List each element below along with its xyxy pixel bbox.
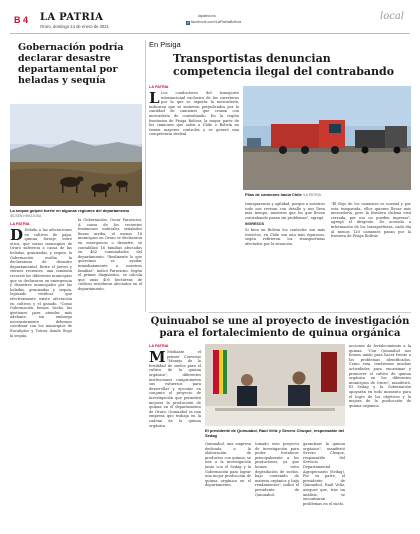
- article-transport: [149, 38, 411, 310]
- issue-date: Oruro, domingo 14 de enero de 2021: [40, 24, 109, 29]
- drop-cap: D: [10, 228, 24, 244]
- truck-red: [271, 120, 345, 154]
- drought-photo-caption: La sequía golpeó fuerte en algunas regiones del departamento /ELSEN HINOJOSA: [10, 208, 130, 218]
- website-link[interactable]: lapatria.bo: [198, 14, 216, 18]
- article-transport-kicker: LA PATRIA: [149, 85, 169, 89]
- article-quinua-body-col4: garantizar la quinua orgánica", manifestó Severo Choque, responsable del Servicio Departamental Agropecuario (Sedag). Por su parte, el presidente de Quinuabol, Raúl Veliz, aseguró que, tras un análisis, se encontraron problemas en el suelo.: [303, 442, 345, 506]
- article-quinua-body-col5: acciones de fortalecimiento a la quinua. "Con Quinuabol nos hemos unido para hacer frente a los problemas identificados. Como esta, tendremos muchas actividades para encaminar y promover el cultivo de quinua orgánica en los diferentes municipios de Oruro", manifestó. El Sedag y la Gobernación apoyarán en todo momento para el logro de los objetivos y la mejora de la producción de quinua orgánica.: [349, 344, 411, 408]
- column-divider: [145, 40, 146, 312]
- facebook-icon: f: [187, 20, 189, 25]
- social-label: facebook.com/LaPatriaBolivia: [191, 20, 242, 24]
- article-quinua-title-line1: Quinuabol se une al proyecto de investigación: [150, 316, 410, 327]
- section-name: local: [380, 11, 404, 22]
- article-quinua-body-col1: M Mediante el primer Convenio "Manejo de la fertilidad de suelos para el cultivo de la quinua orgánica", diferentes instituciones comprometen sus esfuerzos para desarrollar y ejecutar en conjunto el proyecto de investigación que permitirá mejorar la producción de quinua en el departamento de Oruro. Quinuabol es una empresa que trabaja en la cadena de la quinua orgánica.: [149, 350, 201, 428]
- trucks-photo: [243, 86, 411, 190]
- article-quinua: [149, 316, 411, 530]
- article-quinua-body-col3: tomado este proyecto de investigación para poder fortalecer principalmente a los productores, ya que hemos visto degradación de suelos, bajo contenido de materia orgánica y baja rendimientos", indicó el presidente de Quinuabol.: [255, 442, 299, 497]
- article-drought-kicker: LA PATRIA: [10, 222, 30, 226]
- article-quinua-title-line2: para el fortalecimiento de quinua orgánica: [159, 328, 401, 339]
- signing-photo: [205, 344, 345, 426]
- article-drought: [10, 38, 142, 398]
- article-quinua-body-col2: Quinuabol, una empresa dedicada a la elaboración de productos con quinua, se une a la investigación junto con el Sedag y la Gobernación para lograr una mejor producción de quinua orgánica en el departamento.: [205, 442, 251, 488]
- article-transport-section: En Pisiga: [149, 40, 181, 49]
- drop-cap: M: [149, 350, 166, 366]
- signing-photo-caption: El presidente de Quinuabol, Raúl Veliz y Severo Choque, responsable del Sedag: [205, 428, 345, 438]
- section-divider: [149, 312, 411, 313]
- article-drought-title[interactable]: Gobernación podría declarar desastre departamental por heladas y sequía: [18, 42, 124, 86]
- article-transport-body-col4: "El flujo de los camiones es normal y por esta temporada, ellos quieren llevar más mercadería, pero la frontera chilena está cerrada, por eso no pueden ingresar", agregó el dirigente. De acuerdo a información de los transportistas, cada día al menos 120 camiones pasan por la frontera de Pisiga Bolívar.: [331, 202, 411, 239]
- header-rule: [10, 33, 410, 34]
- article-transport-body-col1: L Los conductores del transporte internacional exclusivo de las carreteras por la que se exporta la mercadería, indicaron que se sintieron perjudicados por la cantidad de camiones que cruzan con mercadería de contrabando. En la región fronteriza de Pisiga Bolívar, la mayor parte de los camiones que salen a Chile o Bolivia no tienen mayores controles y se generó una competencia desleal.: [149, 91, 239, 137]
- article-transport-title[interactable]: Transportistas denuncian competencia ilegal del contrabando: [173, 52, 395, 78]
- article-drought-body-col2: la Gobernación, Oscar Paravicini. A causa de los recientes fenómenos naturales señalados líneas arriba, al menos 16 municipios en Oruro se declararon en emergencia o desastre, se contabilizó 16 familias afectadas en 462 comunidades del departamento. "Realmente lo que queremos es ayudar inmediatamente a nuestras familias", indicó Paravicini. Según el primer diagnóstico, se calcula que unas 400 hectáreas de cultivos resultaron afectados en el departamento.: [78, 218, 142, 291]
- social-link[interactable]: [186, 20, 241, 25]
- drop-cap: L: [149, 91, 160, 107]
- article-quinua-title[interactable]: [149, 316, 411, 340]
- article-drought-body-col1: D Debido a las afectaciones en cultivos de papa, quinua, forraje, entre otros; que varios municipios de Oruro sufrieron a causa de las heladas, granizadas, y sequía, la Gobernación evalúa la declaratoria de desastre departamental. Entre el jueves y viernes recientes, una comisión recorrió los diferentes municipios que se declararon en emergencia y desastres municipales por las heladas, granizadas y sequía, logrando verificar que efectivamente existe afectación en cultivos y el ganado. "Como Gobernación hemos hecho las gestiones para atender más adelante, sin embargo necesariamente debemos coordinar con los municipios de Eucaliptos y Totora donde llegó la sequía.: [10, 228, 72, 338]
- newspaper-name: LA PATRIA: [40, 12, 104, 23]
- article-transport-subhead: INGRESOS: [245, 222, 264, 227]
- page-number: B 4: [14, 15, 29, 25]
- article-transport-body-col3: transparencia y agilidad, porque a nosotros todo nos revisan con detalle y nos lleva más tiempo, mientras que los que llevan contrabando pasan sin problemas", agregó. INGRESOS Si bien en Bolivia los controles son más estrictos, en Chile son aún más rigurosos, según refirieron los transportistas afectados por la situación.: [245, 202, 325, 246]
- drought-photo: [10, 104, 142, 206]
- trucks-photo-caption: Filas de camiones hacia Chile /LA PATRIA: [245, 192, 321, 197]
- article-quinua-kicker: LA PATRIA: [149, 344, 169, 348]
